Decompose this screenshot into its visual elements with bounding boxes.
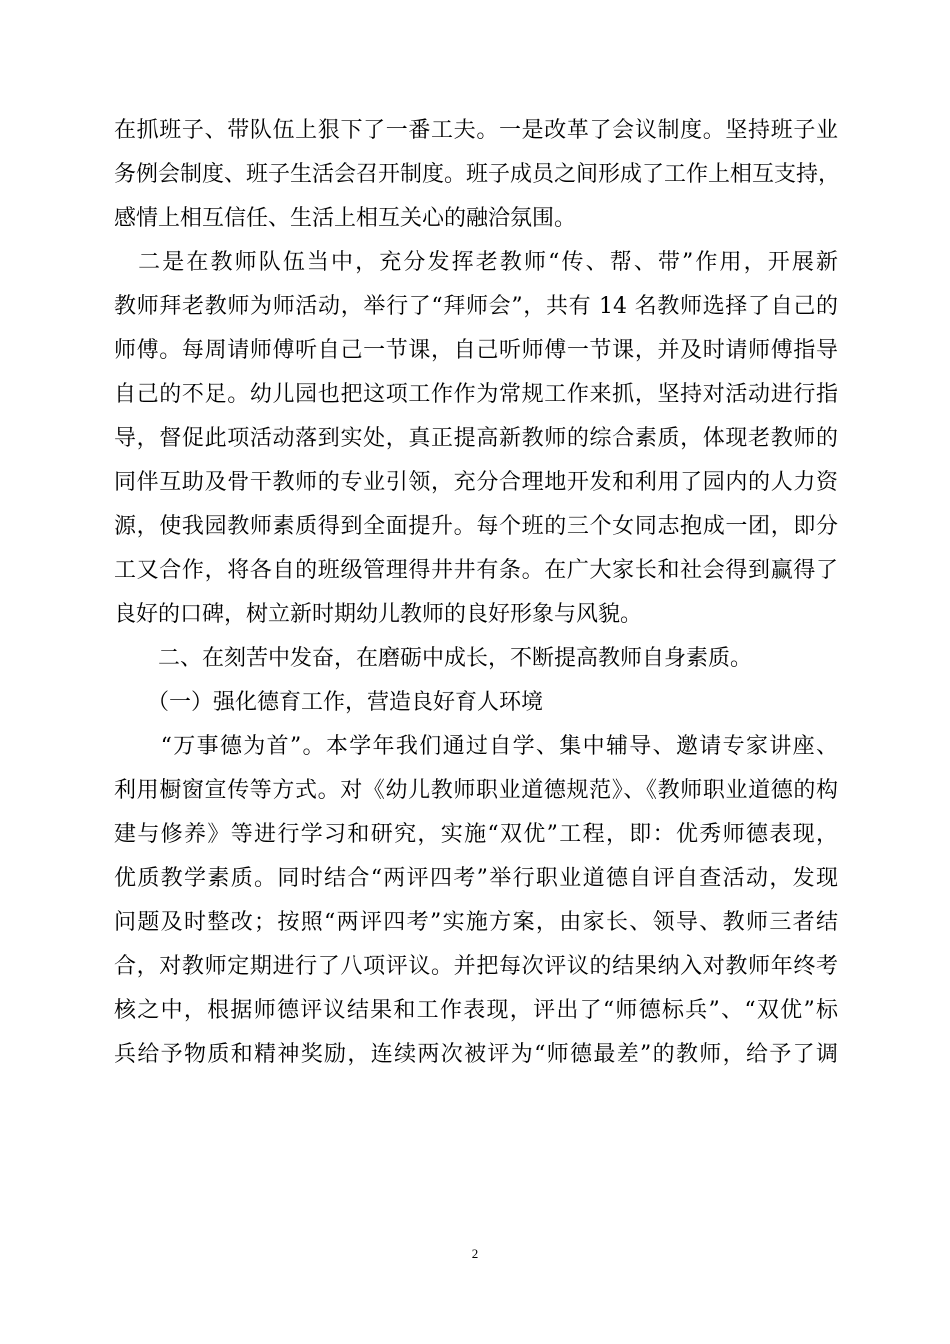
text-line-5: 教师拜老教师为师活动，举行了“拜师会”，共有 14 名教师选择了自己的 xyxy=(114,294,838,319)
text-line-17: 建与修养》等进行学习和研究，实施“双优”工程，即：优秀师德表现， xyxy=(114,822,838,847)
text-line-9: 同伴互助及骨干教师的专业引领，充分合理地开发和利用了园内的人力资 xyxy=(114,470,838,495)
text-line-6: 师傅。每周请师傅听自己一节课，自己听师傅一节课，并及时请师傅指导 xyxy=(114,338,838,363)
text-line-20: 合，对教师定期进行了八项评议。并把每次评议的结果纳入对教师年终考 xyxy=(114,954,838,979)
text-line-11: 工又合作，将各自的班级管理得井井有条。在广大家长和社会得到赢得了 xyxy=(114,558,838,583)
text-line-2: 务例会制度、班子生活会召开制度。班子成员之间形成了工作上相互支持， xyxy=(114,162,841,187)
text-line-18: 优质教学素质。同时结合“两评四考”举行职业道德自评自查活动，发现 xyxy=(114,866,838,891)
text-line-21: 核之中，根据师德评议结果和工作表现，评出了“师德标兵”、“双优”标 xyxy=(114,998,838,1023)
section-heading: 二、在刻苦中发奋，在磨砺中成长，不断提高教师自身素质。 xyxy=(114,646,753,671)
text-line-15: “万事德为首”。本学年我们通过自学、集中辅导、邀请专家讲座、 xyxy=(114,734,838,759)
text-line-8: 导，督促此项活动落到实处，真正提高新教师的综合素质，体现老教师的 xyxy=(114,426,838,451)
text-line-12: 良好的口碑，树立新时期幼儿教师的良好形象与风貌。 xyxy=(114,602,643,627)
text-line-22: 兵给予物质和精神奖励，连续两次被评为“师德最差”的教师，给予了调 xyxy=(114,1042,838,1067)
text-line-10: 源，使我园教师素质得到全面提升。每个班的三个女同志抱成一团，即分 xyxy=(114,514,838,539)
text-line-7: 自己的不足。幼儿园也把这项工作作为常规工作来抓，坚持对活动进行指 xyxy=(114,382,838,407)
text-line-1: 在抓班子、带队伍上狠下了一番工夫。一是改革了会议制度。坚持班子业 xyxy=(114,118,838,143)
text-line-3: 感情上相互信任、生活上相互关心的融洽氛围。 xyxy=(114,206,577,231)
page-number: 2 xyxy=(471,1246,479,1261)
body-text xyxy=(114,109,841,1077)
subsection-heading: （一）强化德育工作，营造良好育人环境 xyxy=(114,690,544,715)
text-line-4: 二是在教师队伍当中，充分发挥老教师“传、帮、带”作用，开展新 xyxy=(114,250,838,275)
text-line-16: 利用橱窗宣传等方式。对《幼儿教师职业道德规范》、《教师职业道德的构 xyxy=(114,778,838,803)
text-line-19: 问题及时整改；按照“两评四考”实施方案，由家长、领导、教师三者结 xyxy=(114,910,838,935)
